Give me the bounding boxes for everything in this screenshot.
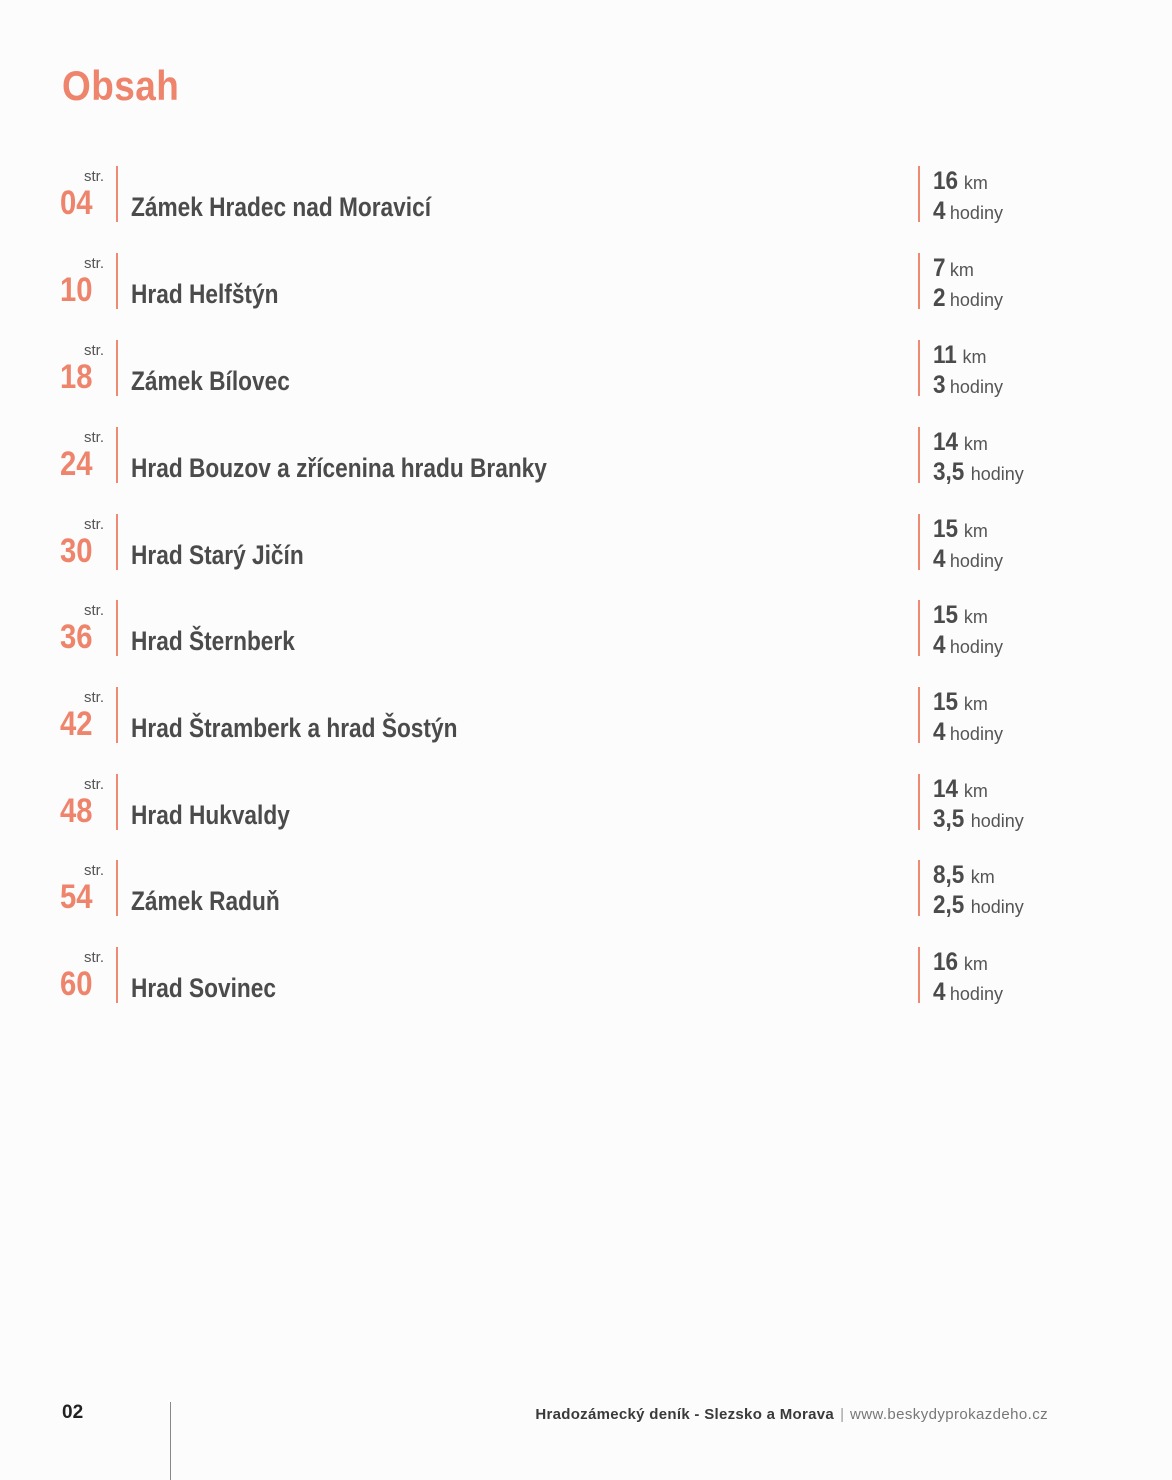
distance-value: 15 xyxy=(933,688,959,716)
publication-title: Hradozámecký deník - Slezsko a Morava xyxy=(535,1406,835,1423)
duration-value: 3,5 xyxy=(933,805,965,833)
distance-value: 7 xyxy=(933,254,946,282)
distance-value: 15 xyxy=(933,515,959,543)
distance-unit: km xyxy=(949,260,974,280)
distance-value: 14 xyxy=(933,775,959,803)
duration-unit: hodiny xyxy=(949,984,1003,1004)
distance-unit: km xyxy=(963,781,988,801)
toc-entry[interactable] xyxy=(0,427,1172,485)
duration-value: 2,5 xyxy=(933,891,965,919)
entry-stats xyxy=(933,949,1003,1009)
duration-value: 3,5 xyxy=(933,458,965,486)
distance-unit: km xyxy=(963,694,988,714)
page-prefix: str. xyxy=(83,862,104,879)
page-ref xyxy=(60,340,104,395)
entry-title: Hrad Šternberk xyxy=(131,626,295,656)
divider-right xyxy=(918,253,920,309)
duration-unit: hodiny xyxy=(970,811,1024,831)
divider-right xyxy=(918,427,920,483)
footer-separator: | xyxy=(840,1406,844,1423)
page-ref xyxy=(60,947,104,1002)
entry-title: Hrad Bouzov a zřícenina hradu Branky xyxy=(131,453,547,483)
duration-unit: hodiny xyxy=(949,203,1003,223)
toc-entry[interactable] xyxy=(0,774,1172,832)
toc-entry[interactable] xyxy=(0,514,1172,572)
divider-left xyxy=(116,427,118,483)
distance-unit: km xyxy=(963,434,988,454)
duration-value: 2 xyxy=(933,284,946,312)
duration-value: 4 xyxy=(933,545,946,573)
page-prefix: str. xyxy=(83,516,104,533)
entry-title: Hrad Starý Jičín xyxy=(131,540,304,570)
entry-title: Zámek Raduň xyxy=(131,886,280,916)
divider-right xyxy=(918,860,920,916)
page-ref xyxy=(60,253,104,308)
entry-title: Hrad Sovinec xyxy=(131,973,276,1003)
page-ref xyxy=(60,166,104,221)
duration-unit: hodiny xyxy=(970,464,1024,484)
page-prefix: str. xyxy=(83,429,104,446)
page-prefix: str. xyxy=(83,342,104,359)
page-number: 54 xyxy=(60,878,93,916)
entry-title: Hrad Hukvaldy xyxy=(131,800,290,830)
entry-stats xyxy=(933,168,1003,228)
distance-value: 16 xyxy=(933,948,959,976)
page-number: 60 xyxy=(60,965,93,1003)
page-prefix: str. xyxy=(83,602,104,619)
distance-unit: km xyxy=(963,173,988,193)
entry-stats xyxy=(933,689,1003,749)
page-number: 48 xyxy=(60,792,93,830)
page-number: 24 xyxy=(60,445,93,483)
duration-value: 4 xyxy=(933,978,946,1006)
distance-unit: km xyxy=(970,867,995,887)
divider-left xyxy=(116,860,118,916)
page-ref xyxy=(60,687,104,742)
toc-entry[interactable] xyxy=(0,860,1172,918)
distance-value: 15 xyxy=(933,601,959,629)
divider-right xyxy=(918,166,920,222)
footer-divider xyxy=(170,1402,171,1480)
duration-unit: hodiny xyxy=(949,551,1003,571)
page-ref xyxy=(60,774,104,829)
divider-left xyxy=(116,947,118,1003)
divider-right xyxy=(918,947,920,1003)
website-link[interactable]: www.beskydyprokazdeho.cz xyxy=(849,1406,1048,1423)
divider-left xyxy=(116,600,118,656)
distance-value: 14 xyxy=(933,428,959,456)
toc-entry[interactable] xyxy=(0,600,1172,658)
divider-left xyxy=(116,166,118,222)
divider-right xyxy=(918,774,920,830)
footer xyxy=(535,1406,1048,1423)
page-number: 10 xyxy=(60,271,93,309)
duration-unit: hodiny xyxy=(949,290,1003,310)
page-number: 04 xyxy=(60,184,93,222)
entry-title: Hrad Helfštýn xyxy=(131,279,279,309)
toc-entry[interactable] xyxy=(0,687,1172,745)
page-number: 42 xyxy=(60,705,93,743)
duration-value: 4 xyxy=(933,197,946,225)
entry-stats xyxy=(933,602,1003,662)
duration-unit: hodiny xyxy=(949,724,1003,744)
page-number: 36 xyxy=(60,618,93,656)
entry-stats xyxy=(933,516,1003,576)
page-prefix: str. xyxy=(83,689,104,706)
divider-left xyxy=(116,253,118,309)
divider-left xyxy=(116,340,118,396)
distance-unit: km xyxy=(962,347,987,367)
distance-unit: km xyxy=(963,607,988,627)
entry-stats xyxy=(933,862,1024,922)
divider-right xyxy=(918,600,920,656)
duration-unit: hodiny xyxy=(949,377,1003,397)
toc-entry[interactable] xyxy=(0,340,1172,398)
entry-stats xyxy=(933,255,1003,315)
duration-value: 4 xyxy=(933,718,946,746)
distance-value: 16 xyxy=(933,167,959,195)
divider-left xyxy=(116,687,118,743)
distance-unit: km xyxy=(963,521,988,541)
toc-entry[interactable] xyxy=(0,166,1172,224)
page-number: 30 xyxy=(60,532,93,570)
page-ref xyxy=(60,514,104,569)
page-prefix: str. xyxy=(83,255,104,272)
page-prefix: str. xyxy=(83,949,104,966)
page-title: Obsah xyxy=(62,62,180,109)
divider-left xyxy=(116,774,118,830)
entry-stats xyxy=(933,776,1024,836)
page-number: 18 xyxy=(60,358,93,396)
divider-right xyxy=(918,340,920,396)
entry-stats xyxy=(933,429,1024,489)
toc-entry[interactable] xyxy=(0,947,1172,1005)
page-prefix: str. xyxy=(83,776,104,793)
duration-unit: hodiny xyxy=(949,637,1003,657)
page-prefix: str. xyxy=(83,168,104,185)
entry-title: Zámek Bílovec xyxy=(131,366,290,396)
page-ref xyxy=(60,600,104,655)
divider-left xyxy=(116,514,118,570)
entry-title: Hrad Štramberk a hrad Šostýn xyxy=(131,713,458,743)
entry-stats xyxy=(933,342,1003,402)
duration-value: 4 xyxy=(933,631,946,659)
entry-title: Zámek Hradec nad Moravicí xyxy=(131,192,432,222)
distance-unit: km xyxy=(963,954,988,974)
footer-page-number: 02 xyxy=(62,1402,84,1423)
distance-value: 8,5 xyxy=(933,861,965,889)
page-ref xyxy=(60,427,104,482)
distance-value: 11 xyxy=(933,341,957,369)
duration-value: 3 xyxy=(933,371,946,399)
page-ref xyxy=(60,860,104,915)
duration-unit: hodiny xyxy=(970,897,1024,917)
divider-right xyxy=(918,514,920,570)
divider-right xyxy=(918,687,920,743)
toc-entry[interactable] xyxy=(0,253,1172,311)
